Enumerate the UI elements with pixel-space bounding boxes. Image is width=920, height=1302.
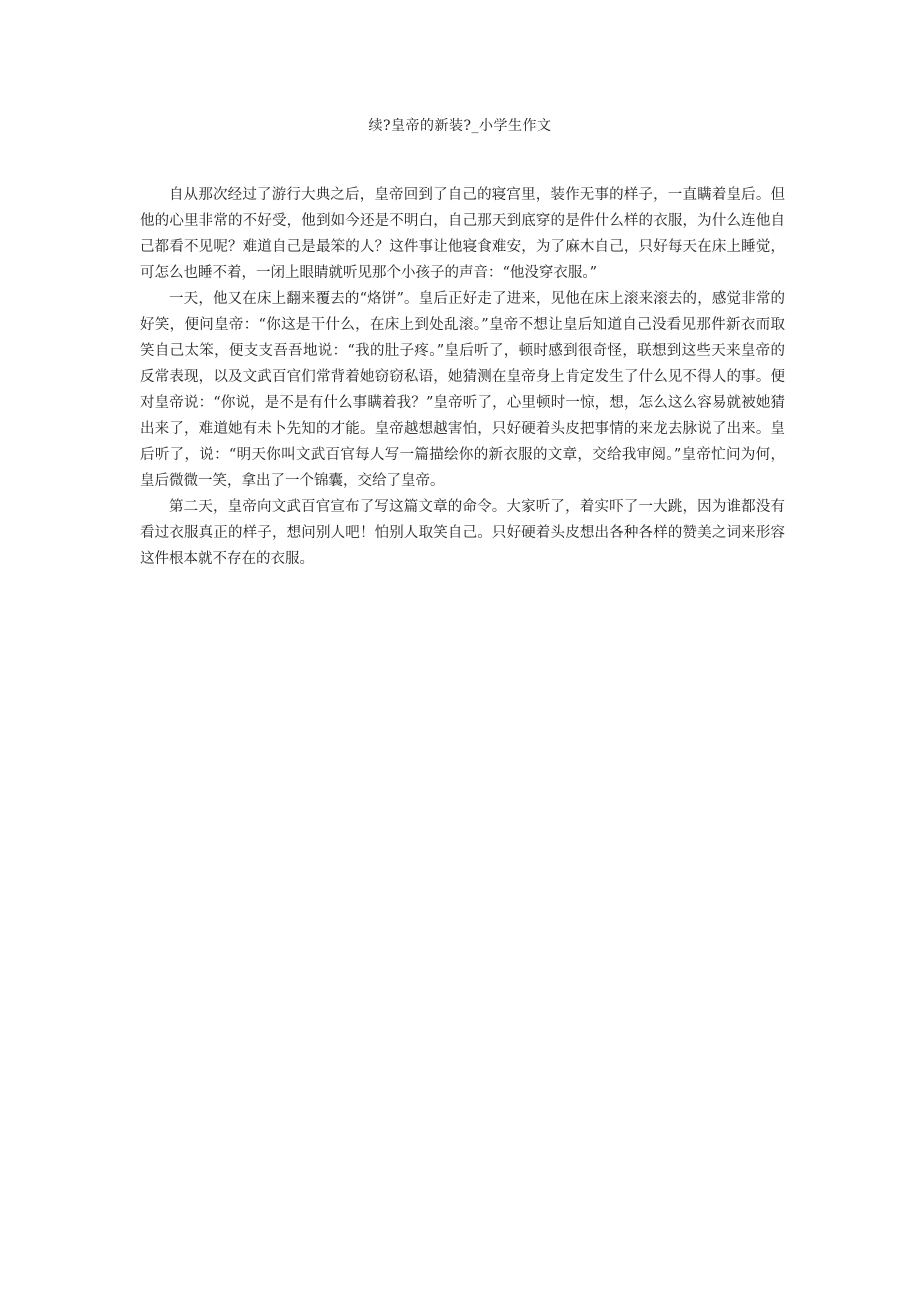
paragraph-1: 自从那次经过了游行大典之后，皇帝回到了自己的寝宫里，装作无事的样子，一直瞒着皇后。但他的心里非常的不好受，他到如今还是不明白，自己那天到底穿的是件什么样的衣服，为什么连他自己都看不见呢？难道自己是最笨的人？这件事让他寝食难安，为了麻木自己，只好每天在床上睡觉，可怎么也睡不着，一闭上眼睛就听见那个小孩子的声音：“他没穿衣服。” — [140, 187, 785, 281]
document-body — [140, 182, 785, 572]
paragraph-2: 一天，他又在床上翻来覆去的“烙饼”。皇后正好走了进来，见他在床上滚来滚去的，感觉非常的好笑，便问皇帝：“你这是干什么，在床上到处乱滚。”皇帝不想让皇后知道自己没看见那件新衣而取笑自己太笨，便支支吾吾地说：“我的肚子疼。”皇后听了，顿时感到很奇怪，联想到这些天来皇帝的反常表现，以及文武百官们常背着她窃窃私语，她猜测在皇帝身上肯定发生了什么见不得人的事。便对皇帝说：“你说，是不是有什么事瞒着我？”皇帝听了，心里顿时一惊，想，怎么这么容易就被她猜出来了，难道她有未卜先知的才能。皇帝越想越害怕，只好硬着头皮把事情的来龙去脉说了出来。皇后听了，说：“明天你叫文武百官每人写一篇描绘你的新衣服的文章，交给我审阅。”皇帝忙问为何，皇后微微一笑，拿出了一个锦囊，交给了皇帝。 — [140, 291, 785, 489]
document-title: 续?皇帝的新装?_小学生作文 — [368, 118, 552, 134]
paragraph-3: 第二天，皇帝向文武百官宣布了写这篇文章的命令。大家听了，着实吓了一大跳，因为谁都没有看过衣服真正的样子，想问别人吧！怕别人取笑自己。只好硬着头皮想出各种各样的赞美之词来形容这件根本就不存在的衣服。 — [140, 499, 785, 567]
